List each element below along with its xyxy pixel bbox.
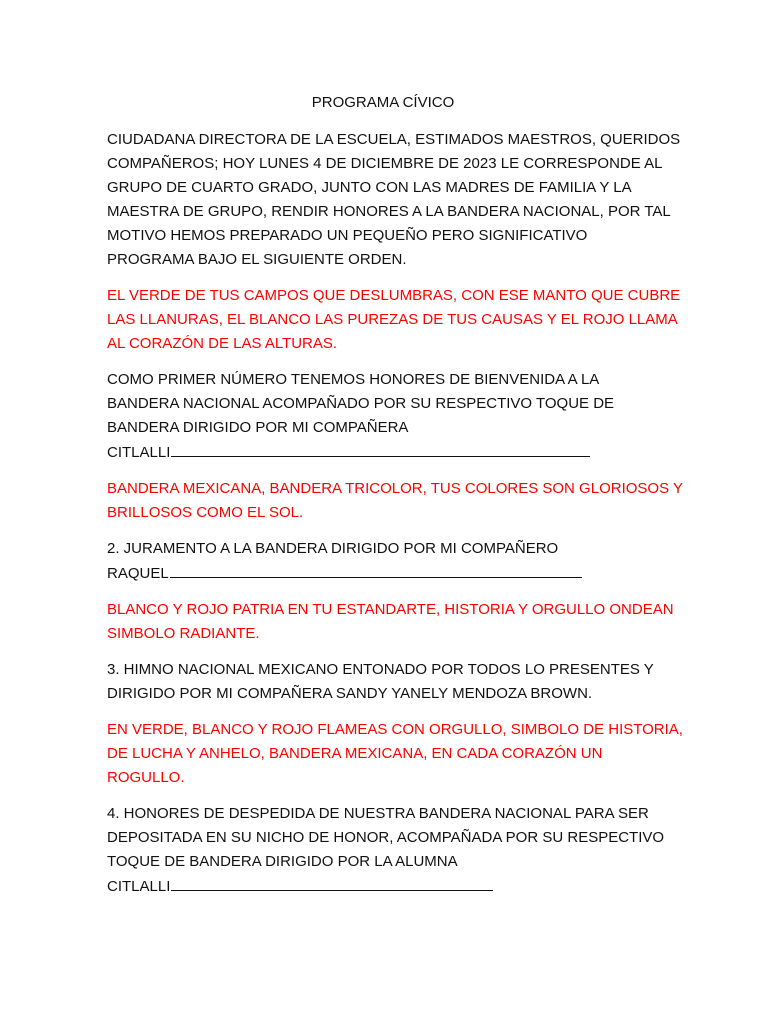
verse-line: EN VERDE, BLANCO Y ROJO FLAMEAS CON ORGULLO, SIMBOLO DE HISTORIA, [107, 721, 683, 738]
item-line: DEPOSITADA EN SU NICHO DE HONOR, ACOMPAÑADA POR SU RESPECTIVO [107, 829, 665, 846]
item-line: DIRIGIDO POR MI COMPAÑERA SANDY YANELY MENDOZA BROWN. [107, 685, 593, 702]
verse-4 [107, 718, 683, 790]
student-name: CITLALLI [107, 878, 171, 895]
verse-line: BANDERA MEXICANA, BANDERA TRICOLOR, TUS COLORES SON GLORIOSOS Y [107, 480, 683, 497]
item-line: 2. JURAMENTO A LA BANDERA DIRIGIDO POR MI COMPAÑERO [107, 540, 559, 557]
intro-line: CIUDADANA DIRECTORA DE LA ESCUELA, ESTIMADOS MAESTROS, QUERIDOS [107, 131, 681, 148]
item-line: 4. HONORES DE DESPEDIDA DE NUESTRA BANDERA NACIONAL PARA SER [107, 805, 649, 822]
program-item-3 [107, 658, 667, 706]
program-item-4 [107, 802, 667, 899]
verse-line: SIMBOLO RADIANTE. [107, 625, 260, 642]
verse-line: LAS LLANURAS, EL BLANCO LAS PUREZAS DE TUS CAUSAS Y EL ROJO LLAMA [107, 311, 678, 328]
verse-line: EL VERDE DE TUS CAMPOS QUE DESLUMBRAS, CON ESE MANTO QUE CUBRE [107, 287, 681, 304]
verse-line: AL CORAZÓN DE LAS ALTURAS. [107, 335, 338, 352]
item-line: BANDERA DIRIGIDO POR MI COMPAÑERA [107, 419, 409, 436]
intro-line: MAESTRA DE GRUPO, RENDIR HONORES A LA BANDERA NACIONAL, POR TAL [107, 203, 671, 220]
item-name-line [107, 440, 667, 465]
verse-line: DE LUCHA Y ANHELO, BANDERA MEXICANA, EN CADA CORAZÓN UN [107, 745, 603, 762]
document-title: PROGRAMA CÍVICO [311, 94, 455, 111]
item-line: 3. HIMNO NACIONAL MEXICANO ENTONADO POR TODOS LO PRESENTES Y [107, 661, 654, 678]
verse-line: ROGULLO. [107, 769, 185, 786]
program-item-1 [107, 368, 667, 465]
item-name-line [107, 561, 667, 586]
intro-line: GRUPO DE CUARTO GRADO, JUNTO CON LAS MADRES DE FAMILIA Y LA [107, 179, 632, 196]
verse-1 [107, 284, 681, 356]
item-line: BANDERA NACIONAL ACOMPAÑADO POR SU RESPECTIVO TOQUE DE [107, 395, 615, 412]
student-name: CITLALLI [107, 444, 171, 461]
fill-in-blank [170, 561, 582, 578]
intro-line: MOTIVO HEMOS PREPARADO UN PEQUEÑO PERO SIGNIFICATIVO [107, 227, 588, 244]
intro-line: COMPAÑEROS; HOY LUNES 4 DE DICIEMBRE DE 2023 LE CORRESPONDE AL [107, 155, 663, 172]
intro-line: PROGRAMA BAJO EL SIGUIENTE ORDEN. [107, 251, 407, 268]
program-item-2 [107, 537, 667, 586]
student-name: RAQUEL [107, 565, 169, 582]
verse-line: BLANCO Y ROJO PATRIA EN TU ESTANDARTE, HISTORIA Y ORGULLO ONDEAN [107, 601, 674, 618]
verse-3 [107, 598, 674, 646]
verse-2 [107, 477, 683, 525]
fill-in-blank [171, 440, 590, 457]
item-name-line [107, 874, 667, 899]
fill-in-blank [171, 874, 493, 891]
verse-line: BRILLOSOS COMO EL SOL. [107, 504, 304, 521]
intro-paragraph [107, 128, 681, 272]
item-line: TOQUE DE BANDERA DIRIGIDO POR LA ALUMNA [107, 853, 458, 870]
document-page [107, 93, 683, 911]
item-line: COMO PRIMER NÚMERO TENEMOS HONORES DE BIENVENIDA A LA [107, 371, 600, 388]
